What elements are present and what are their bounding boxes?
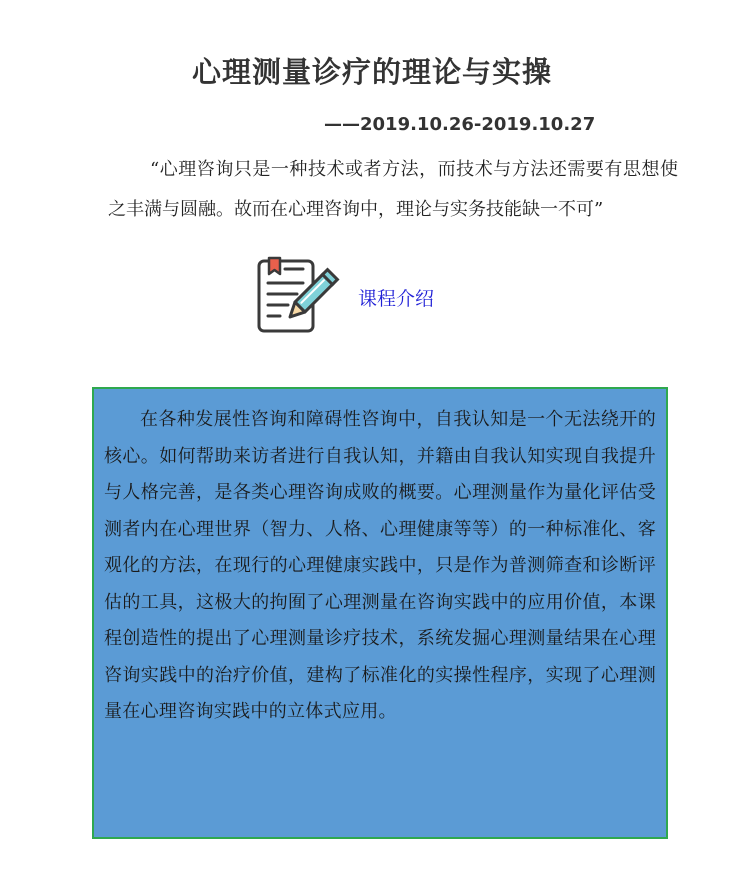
date-range: ——2019.10.26-2019.10.27 [324,114,596,135]
page-title: 心理测量诊疗的理论与实操 [191,55,552,89]
course-intro-text: 在各种发展性咨询和障碍性咨询中，自我认知是一个无法绕开的核心。如何帮助来访者进行自我认知，并籍由自我认知实现自我提升与人格完善，是各类心理咨询成败的概要。心理测量作为量化评估受测者内在心理世界（智力、人格、心理健康等等）的一种标准化、客观化的方法，在现行的心理健康实践中，只是作为普测筛查和诊断评估的工具，这极大的拘囿了心理测量在咨询实践中的应用价值，本课程创造性的提出了心理测量诊疗技术，系统发掘心理测量结果在心理咨询实践中的治疗价值，建构了标准化的实操性程序，实现了心理测量在心理咨询实践中的立体式应用。 [104,409,656,722]
document-pen-icon [250,256,340,338]
quote-text: “心理咨询只是一种技术或者方法，而技术与方法还需要有思想使之丰满与圆融。故而在心理咨询中，理论与实务技能缺一不可” [108,159,678,220]
course-intro-box [92,387,668,839]
course-intro-label: 课程介绍 [358,288,435,310]
